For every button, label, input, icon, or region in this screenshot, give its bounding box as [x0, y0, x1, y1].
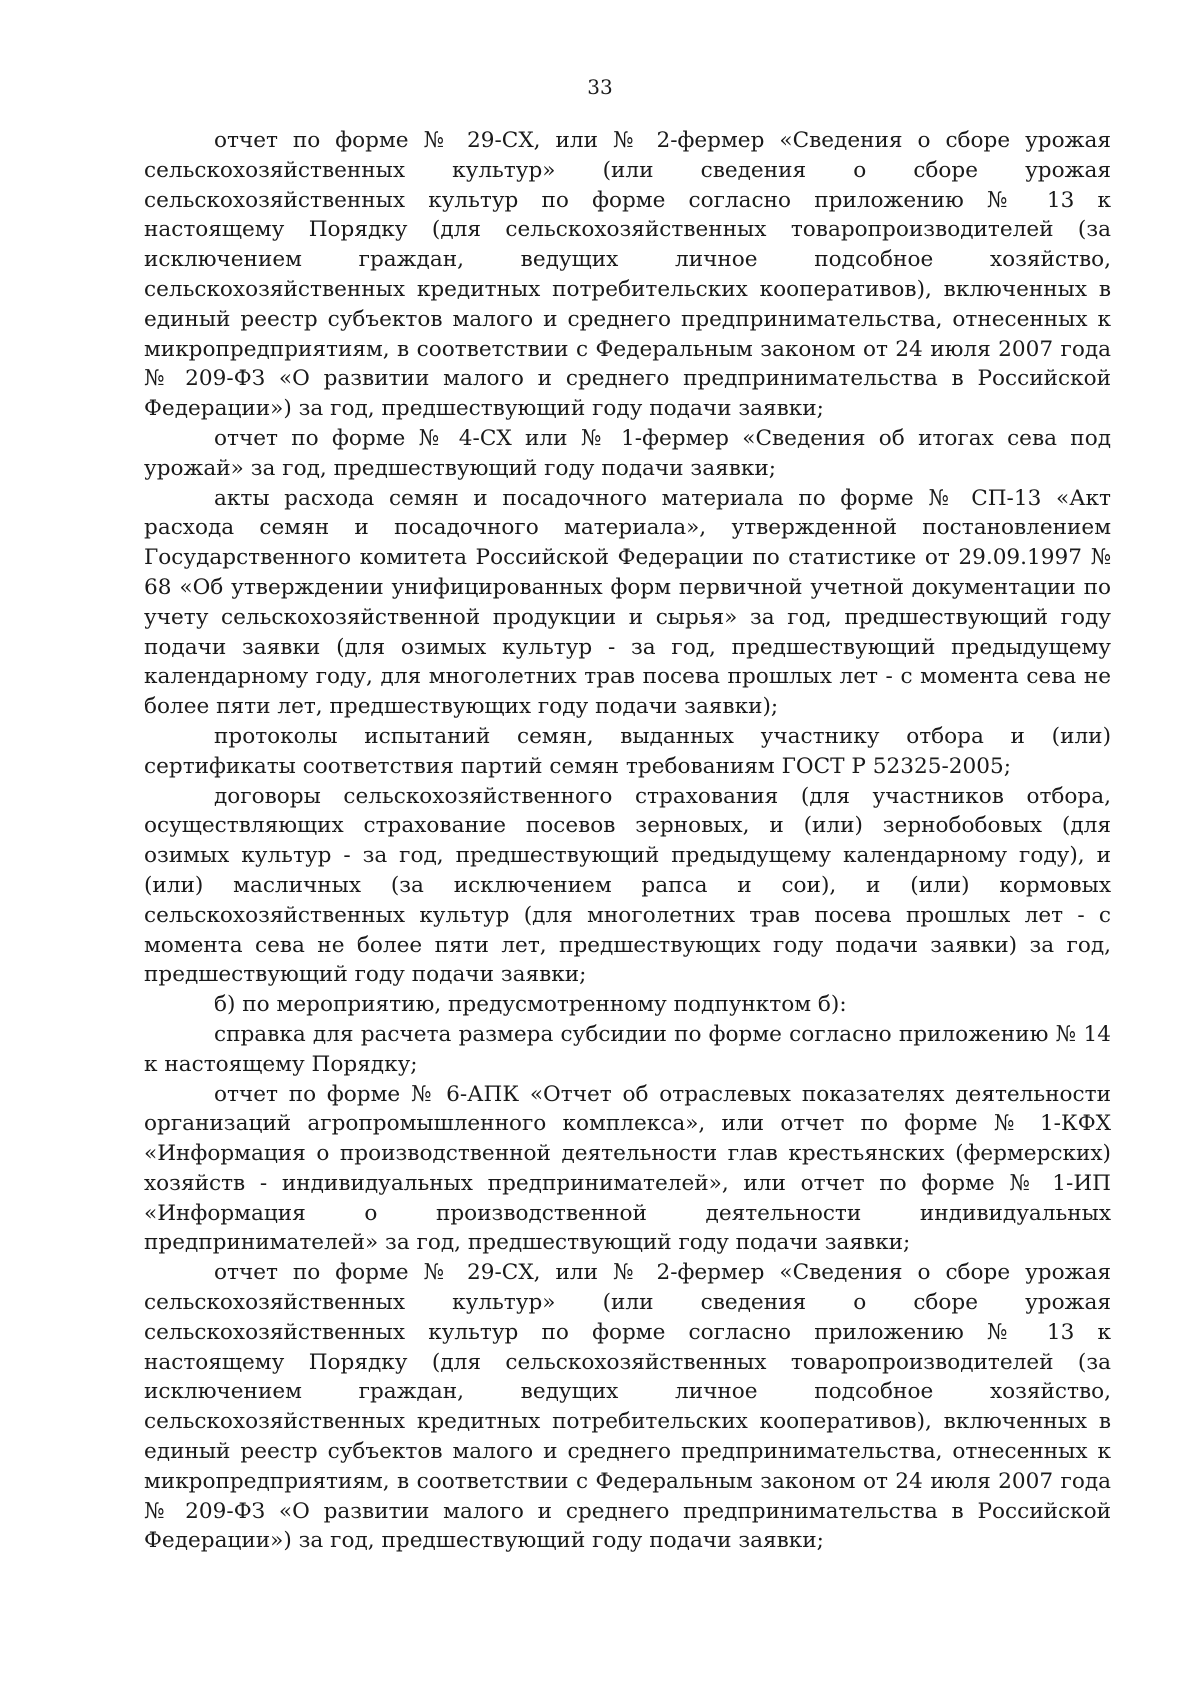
paragraph-seed-protocols: протоколы испытаний семян, выданных участнику отбора и (или) сертификаты соответствия партий семян требованиям ГОСТ Р 52325-2005; — [144, 723, 1111, 779]
paragraph-insurance-contracts: договоры сельскохозяйственного страхования (для участников отбора, осуществляющих страхование посевов зерновых, и (или) зернобобовых (для озимых культур - за год, предшествующий предыдущему календарному году), и (или) масличных (за исключением рапса и сои), и (или) кормовых сельскохозяйственных культур (для многолетних трав посева прошлых лет - с момента сева не более пяти лет, предшествующих году подачи заявки) за год, предшествующий году подачи заявки; — [144, 783, 1111, 988]
paragraph-seed-acts: акты расхода семян и посадочного материала по форме № СП-13 «Акт расхода семян и посадочного материала», утвержденной постановлением Государственного комитета Российской Федерации по статистике от 29.09.1997 № 68 «Об утверждении унифицированных форм первичной учетной документации по учету сельскохозяйственной продукции и сырья» за год, предшествующий году подачи заявки (для озимых культур - за год, предшествующий предыдущему календарному году, для многолетних трав посева прошлых лет - с момента сева не более пяти лет, предшествующих году подачи заявки); — [144, 485, 1111, 720]
paragraph-report-29-sh: отчет по форме № 29-СХ, или № 2-фермер «Сведения о сборе урожая сельскохозяйственных культур» (или сведения о сборе урожая сельскохозяйственных культур по форме согласно приложению № 13 к настоящему Порядку (для сельскохозяйственных товаропроизводителей (за исключением граждан, ведущих личное подсобное хозяйство, сельскохозяйственных кредитных потребительских кооперативов), включенных в единый реестр субъектов малого и среднего предпринимательства, отнесенных к микропредприятиям, в соответствии с Федеральным законом от 24 июля 2007 года № 209-ФЗ «О развитии малого и среднего предпринимательства в Российской Федерации») за год, предшествующий году подачи заявки; — [144, 128, 1111, 422]
page-number: 33 — [587, 75, 613, 99]
document-body — [144, 126, 1111, 1556]
paragraph-report-29-sh-repeat: отчет по форме № 29-СХ, или № 2-фермер «Сведения о сборе урожая сельскохозяйственных культур» (или сведения о сборе урожая сельскохозяйственных культур по форме согласно приложению № 13 к настоящему Порядку (для сельскохозяйственных товаропроизводителей (за исключением граждан, ведущих личное подсобное хозяйство, сельскохозяйственных кредитных потребительских кооперативов), включенных в единый реестр субъектов малого и среднего предпринимательства, отнесенных к микропредприятиям, в соответствии с Федеральным законом от 24 июля 2007 года № 209-ФЗ «О развитии малого и среднего предпринимательства в Российской Федерации») за год, предшествующий году подачи заявки; — [144, 1260, 1111, 1554]
paragraph-report-4-sh: отчет по форме № 4-СХ или № 1-фермер «Сведения об итогах сева под урожай» за год, предшествующий году подачи заявки; — [144, 425, 1111, 481]
paragraph-report-6-apk: отчет по форме № 6-АПК «Отчет об отраслевых показателях деятельности организаций агропромышленного комплекса», или отчет по форме № 1-КФХ «Информация о производственной деятельности глав крестьянских (фермерских) хозяйств - индивидуальных предпринимателей», или отчет по форме № 1-ИП «Информация о производственной деятельности индивидуальных предпринимателей» за год, предшествующий году подачи заявки; — [144, 1081, 1111, 1256]
paragraph-subsidy-reference: справка для расчета размера субсидии по форме согласно приложению № 14 к настоящему Порядку; — [144, 1021, 1111, 1077]
paragraph-subitem-b: б) по мероприятию, предусмотренному подпунктом б): — [214, 992, 847, 1018]
